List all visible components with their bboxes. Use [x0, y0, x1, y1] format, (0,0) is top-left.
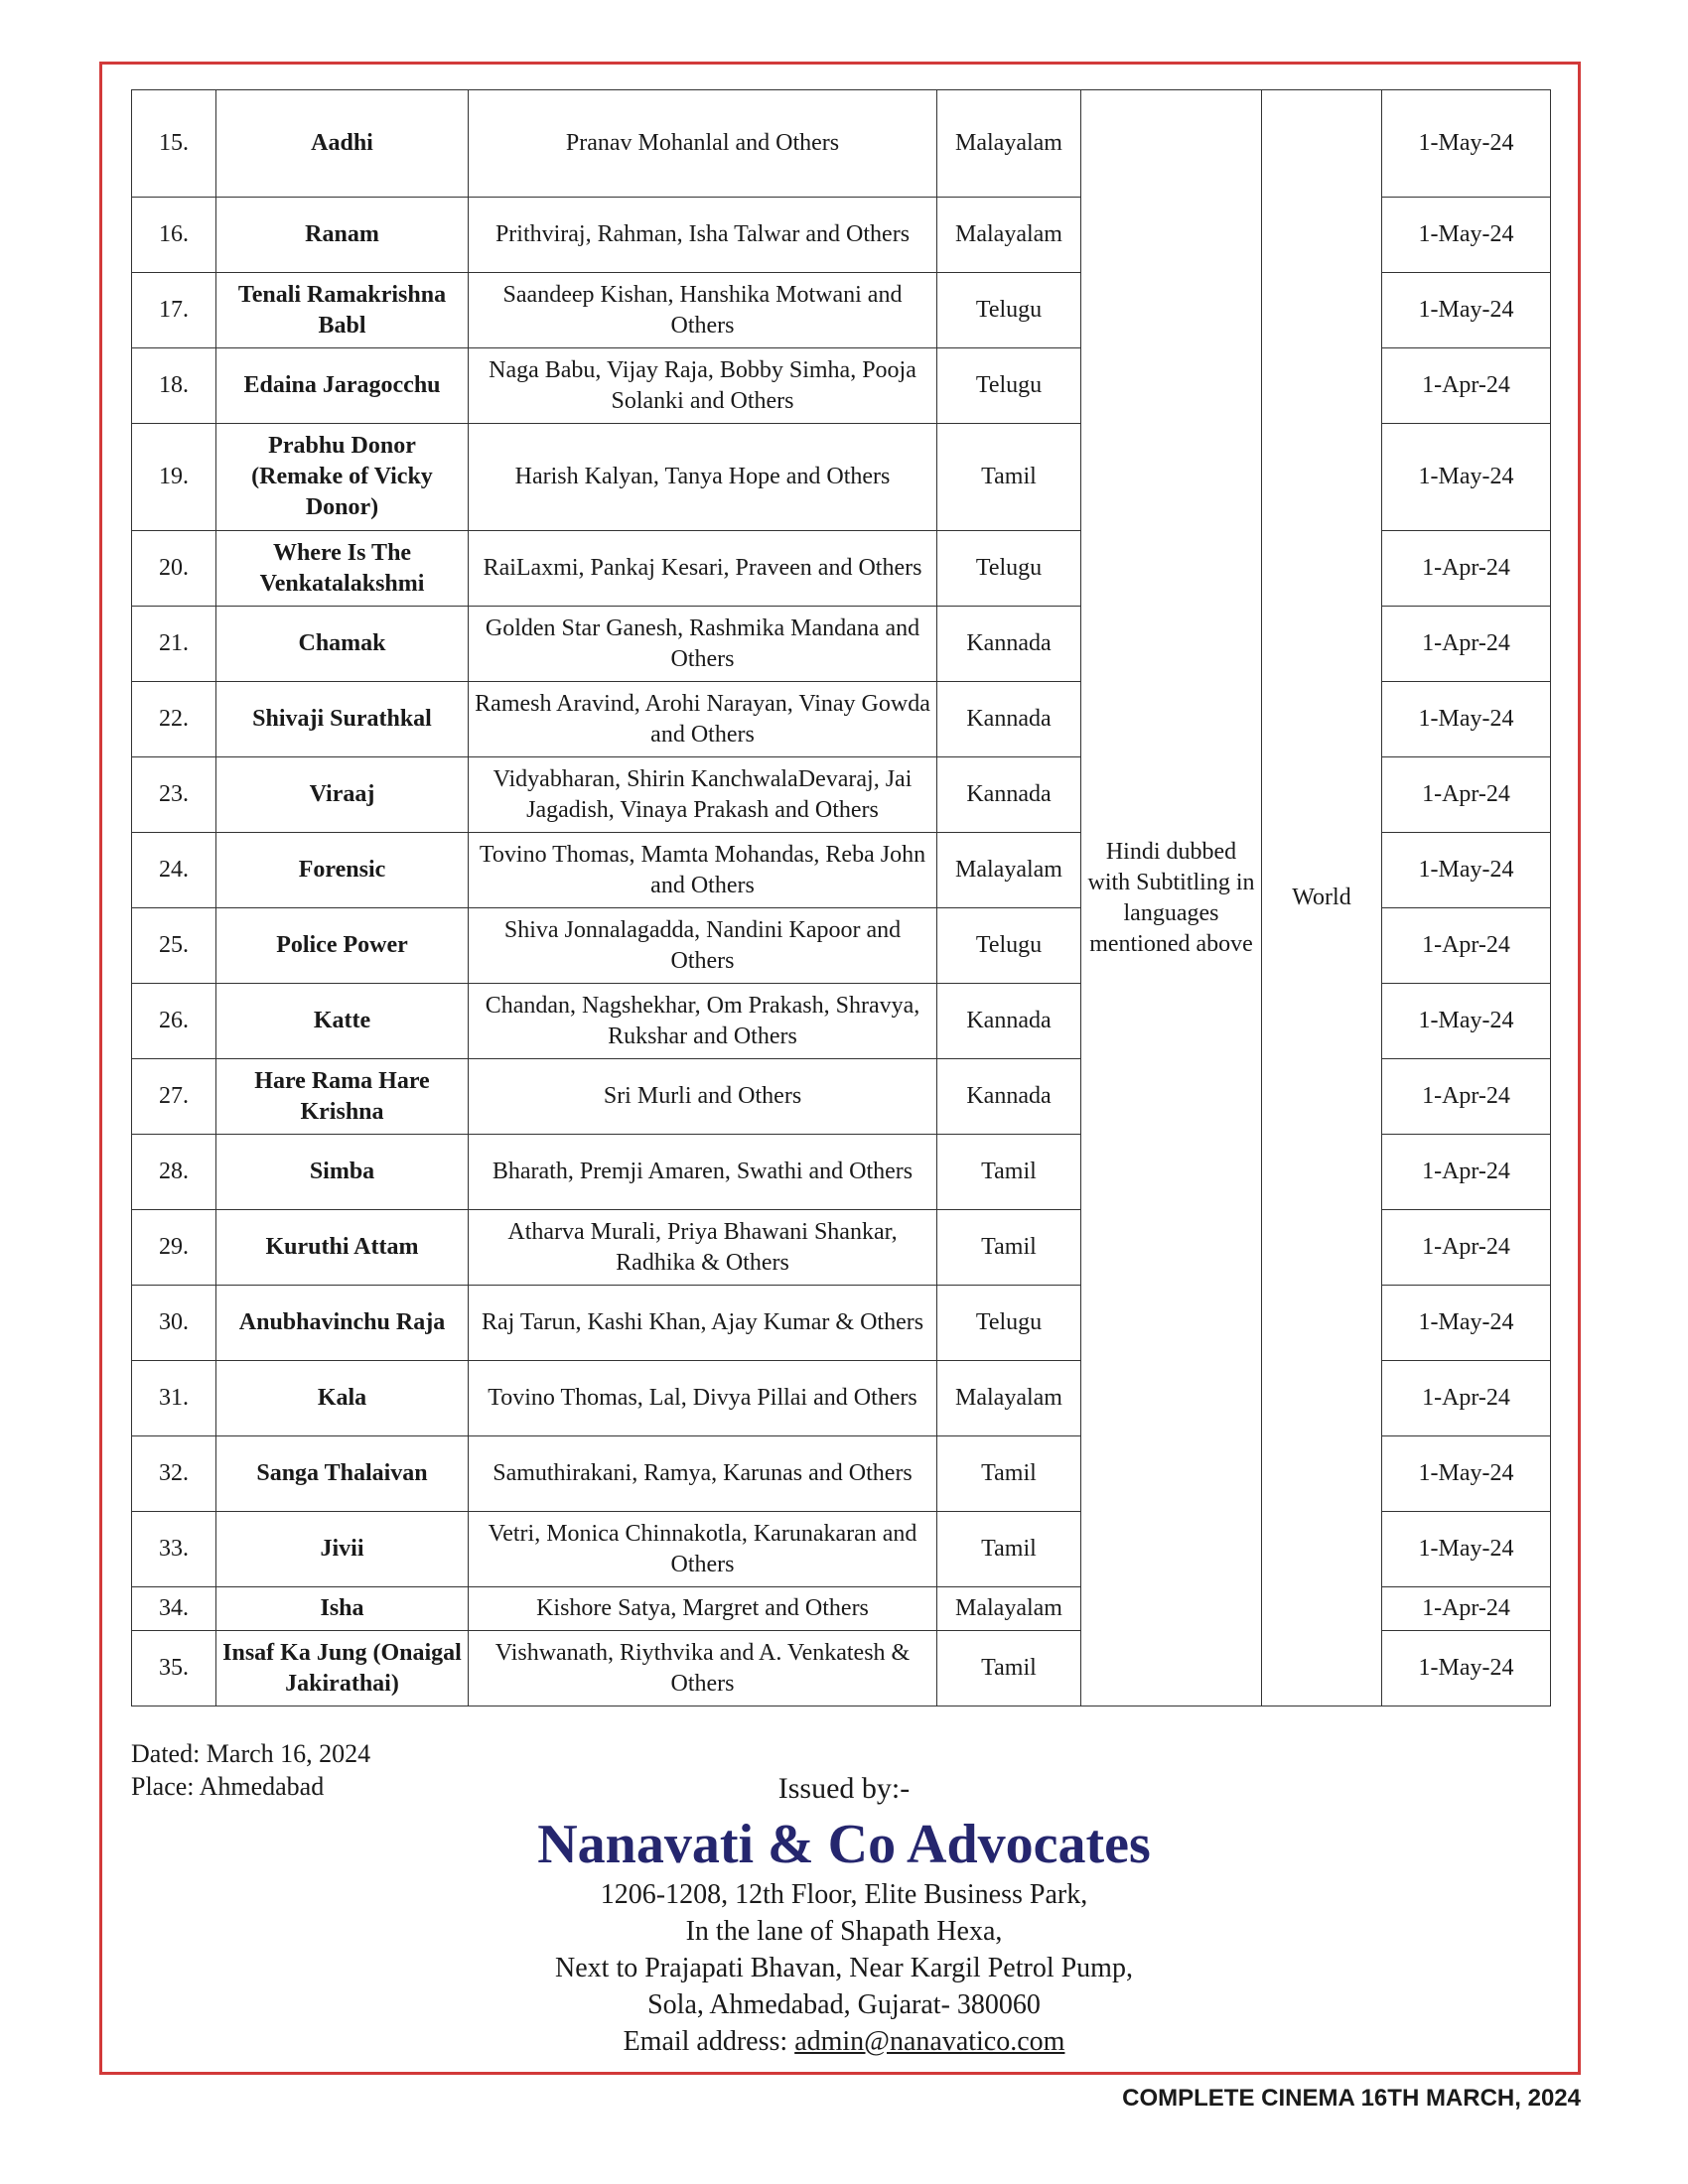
- language: Malayalam: [937, 833, 1081, 908]
- row-number: 25.: [132, 908, 216, 984]
- release-date: 1-May-24: [1382, 984, 1551, 1059]
- row-number: 33.: [132, 1512, 216, 1587]
- cast-list: Vishwanath, Riythvika and A. Venkatesh & Others: [469, 1631, 937, 1706]
- film-title: Kala: [216, 1361, 469, 1436]
- address-line-3: Next to Prajapati Bhavan, Near Kargil Petrol Pump,: [555, 1953, 1133, 1983]
- row-number: 35.: [132, 1631, 216, 1706]
- language: Telugu: [937, 273, 1081, 348]
- release-date: 1-May-24: [1382, 682, 1551, 757]
- language: Telugu: [937, 908, 1081, 984]
- row-number: 30.: [132, 1286, 216, 1361]
- film-title: Prabhu Donor (Remake of Vicky Donor): [216, 424, 469, 531]
- cast-list: Naga Babu, Vijay Raja, Bobby Simha, Pooja Solanki and Others: [469, 348, 937, 424]
- film-rights-table: [131, 89, 1551, 1706]
- address-line-2: In the lane of Shapath Hexa,: [685, 1916, 1003, 1947]
- language: Kannada: [937, 607, 1081, 682]
- language: Telugu: [937, 348, 1081, 424]
- row-number: 16.: [132, 198, 216, 273]
- film-title: Police Power: [216, 908, 469, 984]
- cast-list: Prithviraj, Rahman, Isha Talwar and Others: [469, 198, 937, 273]
- release-date: 1-May-24: [1382, 1286, 1551, 1361]
- language: Malayalam: [937, 90, 1081, 198]
- cast-list: Kishore Satya, Margret and Others: [469, 1587, 937, 1631]
- film-title: Insaf Ka Jung (Onaigal Jakirathai): [216, 1631, 469, 1706]
- film-title: Where Is The Venkatalakshmi: [216, 531, 469, 607]
- language: Kannada: [937, 984, 1081, 1059]
- firm-address: [0, 1876, 1688, 2060]
- release-date: 1-May-24: [1382, 90, 1551, 198]
- film-title: Tenali Ramakrishna Babl: [216, 273, 469, 348]
- row-number: 19.: [132, 424, 216, 531]
- row-number: 22.: [132, 682, 216, 757]
- release-date: 1-Apr-24: [1382, 1059, 1551, 1135]
- cast-list: Saandeep Kishan, Hanshika Motwani and Others: [469, 273, 937, 348]
- address-line-1: 1206-1208, 12th Floor, Elite Business Park,: [600, 1879, 1088, 1910]
- cast-list: Raj Tarun, Kashi Khan, Ajay Kumar & Others: [469, 1286, 937, 1361]
- cast-list: Chandan, Nagshekhar, Om Prakash, Shravya, Rukshar and Others: [469, 984, 937, 1059]
- film-title: Viraaj: [216, 757, 469, 833]
- row-number: 28.: [132, 1135, 216, 1210]
- release-date: 1-Apr-24: [1382, 1135, 1551, 1210]
- release-date: 1-Apr-24: [1382, 348, 1551, 424]
- email-line: [0, 2023, 1688, 2060]
- film-title: Katte: [216, 984, 469, 1059]
- rights-mode: Hindi dubbed with Subtitling in languages mentioned above: [1081, 90, 1262, 1706]
- release-date: 1-May-24: [1382, 424, 1551, 531]
- release-date: 1-May-24: [1382, 1512, 1551, 1587]
- film-title: Aadhi: [216, 90, 469, 198]
- email-label: Email address:: [623, 2026, 795, 2057]
- release-date: 1-May-24: [1382, 1436, 1551, 1512]
- row-number: 31.: [132, 1361, 216, 1436]
- language: Tamil: [937, 1210, 1081, 1286]
- firm-name: Nanavati & Co Advocates: [537, 1814, 1151, 1875]
- publication-footer: COMPLETE CINEMA 16TH MARCH, 2024: [1122, 2085, 1581, 2112]
- row-number: 15.: [132, 90, 216, 198]
- cast-list: Atharva Murali, Priya Bhawani Shankar, Radhika & Others: [469, 1210, 937, 1286]
- language: Malayalam: [937, 1361, 1081, 1436]
- language: Malayalam: [937, 198, 1081, 273]
- language: Kannada: [937, 682, 1081, 757]
- film-title: Kuruthi Attam: [216, 1210, 469, 1286]
- cast-list: Vetri, Monica Chinnakotla, Karunakaran and Others: [469, 1512, 937, 1587]
- film-title: Shivaji Surathkal: [216, 682, 469, 757]
- release-date: 1-Apr-24: [1382, 757, 1551, 833]
- cast-list: Tovino Thomas, Mamta Mohandas, Reba John and Others: [469, 833, 937, 908]
- language: Tamil: [937, 1631, 1081, 1706]
- release-date: 1-Apr-24: [1382, 1587, 1551, 1631]
- film-title: Forensic: [216, 833, 469, 908]
- language: Tamil: [937, 1512, 1081, 1587]
- film-title: Jivii: [216, 1512, 469, 1587]
- cast-list: Golden Star Ganesh, Rashmika Mandana and Others: [469, 607, 937, 682]
- row-number: 23.: [132, 757, 216, 833]
- release-date: 1-May-24: [1382, 198, 1551, 273]
- release-date: 1-Apr-24: [1382, 531, 1551, 607]
- cast-list: Shiva Jonnalagadda, Nandini Kapoor and Others: [469, 908, 937, 984]
- dated-text: Dated: March 16, 2024: [131, 1739, 371, 1768]
- address-line-4: Sola, Ahmedabad, Gujarat- 380060: [647, 1989, 1041, 2020]
- row-number: 32.: [132, 1436, 216, 1512]
- cast-list: Ramesh Aravind, Arohi Narayan, Vinay Gowda and Others: [469, 682, 937, 757]
- cast-list: Pranav Mohanlal and Others: [469, 90, 937, 198]
- row-number: 21.: [132, 607, 216, 682]
- language: Telugu: [937, 1286, 1081, 1361]
- cast-list: Samuthirakani, Ramya, Karunas and Others: [469, 1436, 937, 1512]
- language: Tamil: [937, 1135, 1081, 1210]
- release-date: 1-Apr-24: [1382, 1361, 1551, 1436]
- release-date: 1-May-24: [1382, 273, 1551, 348]
- film-title: Edaina Jaragocchu: [216, 348, 469, 424]
- row-number: 34.: [132, 1587, 216, 1631]
- table-row: [132, 90, 1551, 198]
- release-date: 1-Apr-24: [1382, 908, 1551, 984]
- cast-list: Sri Murli and Others: [469, 1059, 937, 1135]
- cast-list: Harish Kalyan, Tanya Hope and Others: [469, 424, 937, 531]
- language: Telugu: [937, 531, 1081, 607]
- issued-by-label: Issued by:-: [777, 1772, 911, 1805]
- row-number: 18.: [132, 348, 216, 424]
- row-number: 17.: [132, 273, 216, 348]
- place-text: Place: Ahmedabad: [131, 1772, 325, 1801]
- film-title: Sanga Thalaivan: [216, 1436, 469, 1512]
- row-number: 29.: [132, 1210, 216, 1286]
- row-number: 20.: [132, 531, 216, 607]
- release-date: 1-Apr-24: [1382, 607, 1551, 682]
- email-link[interactable]: admin@nanavatico.com: [794, 2026, 1065, 2057]
- language: Malayalam: [937, 1587, 1081, 1631]
- film-title: Ranam: [216, 198, 469, 273]
- film-title: Anubhavinchu Raja: [216, 1286, 469, 1361]
- film-title: Simba: [216, 1135, 469, 1210]
- release-date: 1-May-24: [1382, 833, 1551, 908]
- language: Tamil: [937, 1436, 1081, 1512]
- film-title: Isha: [216, 1587, 469, 1631]
- release-date: 1-Apr-24: [1382, 1210, 1551, 1286]
- release-date: 1-May-24: [1382, 1631, 1551, 1706]
- language: Kannada: [937, 757, 1081, 833]
- row-number: 26.: [132, 984, 216, 1059]
- row-number: 27.: [132, 1059, 216, 1135]
- language: Kannada: [937, 1059, 1081, 1135]
- cast-list: Tovino Thomas, Lal, Divya Pillai and Others: [469, 1361, 937, 1436]
- territory: World: [1262, 90, 1382, 1706]
- film-title: Chamak: [216, 607, 469, 682]
- cast-list: Vidyabharan, Shirin KanchwalaDevaraj, Jai Jagadish, Vinaya Prakash and Others: [469, 757, 937, 833]
- cast-list: RaiLaxmi, Pankaj Kesari, Praveen and Others: [469, 531, 937, 607]
- film-title: Hare Rama Hare Krishna: [216, 1059, 469, 1135]
- row-number: 24.: [132, 833, 216, 908]
- cast-list: Bharath, Premji Amaren, Swathi and Others: [469, 1135, 937, 1210]
- language: Tamil: [937, 424, 1081, 531]
